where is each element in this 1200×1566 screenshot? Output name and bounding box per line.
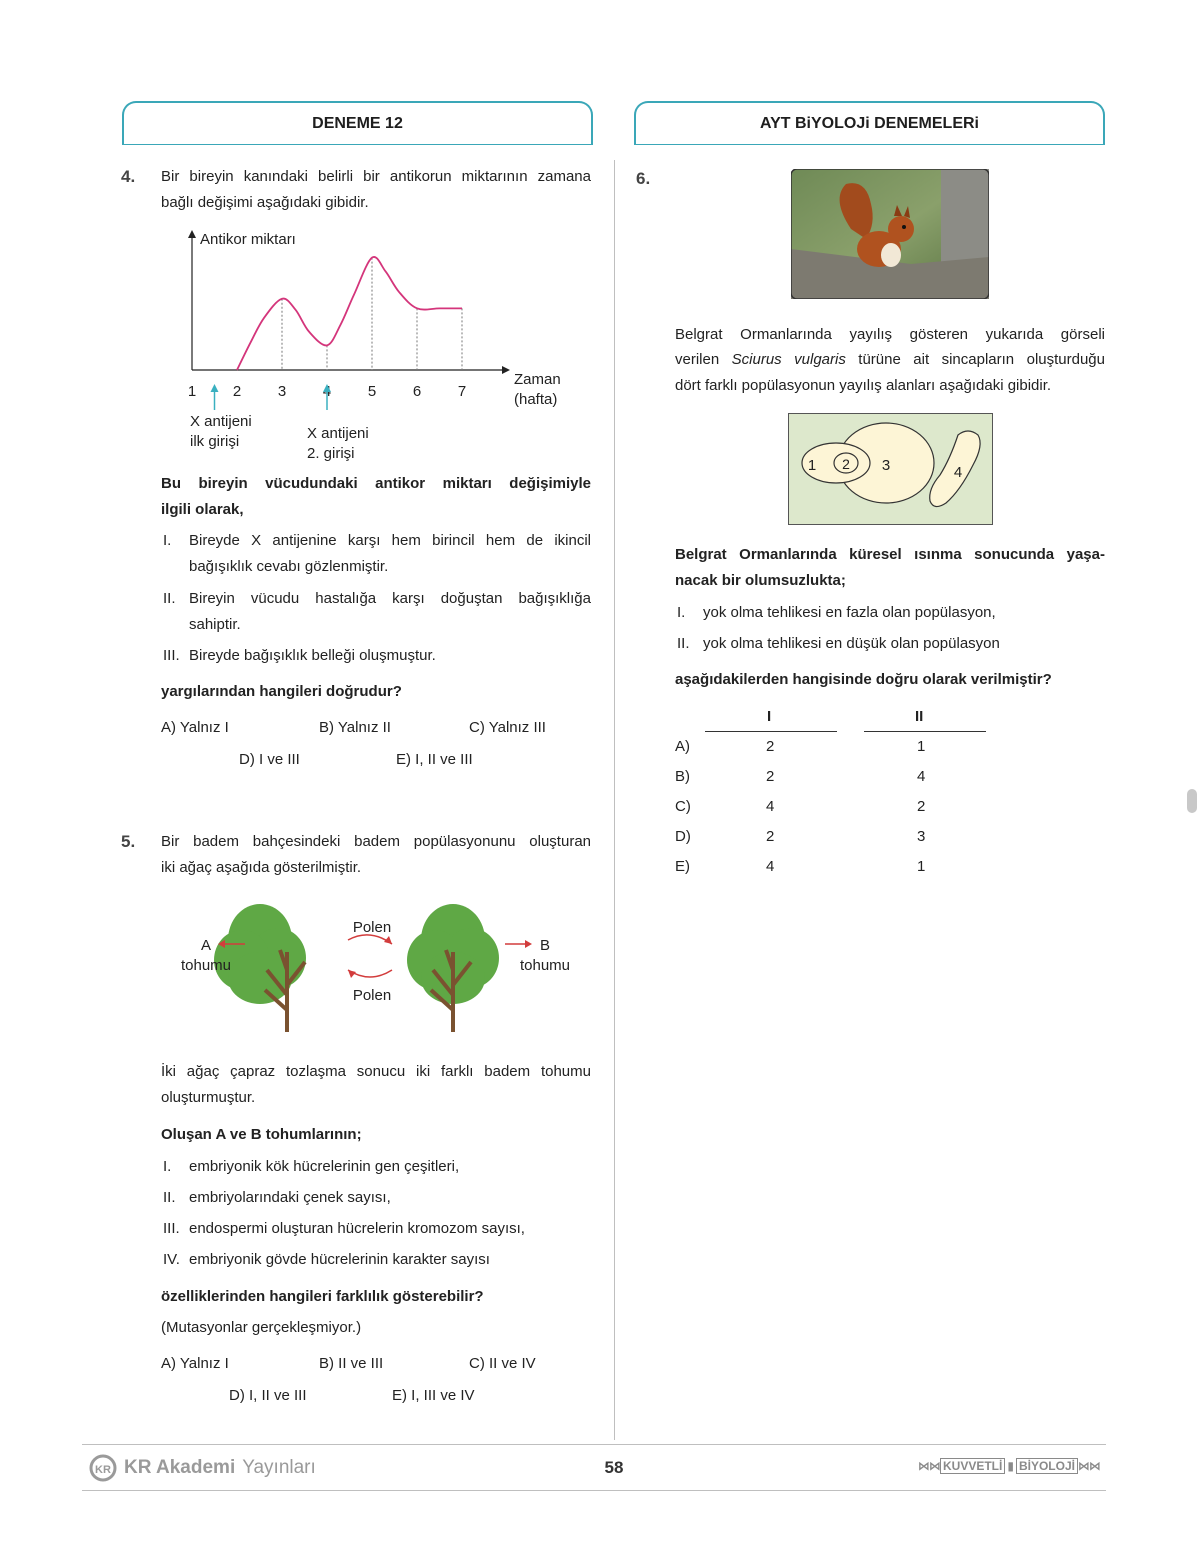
chart-antibody-line (237, 257, 462, 370)
dna-right-icon: ⋈⋈ (1077, 1459, 1100, 1473)
q6-lead-line2: nacak bir olumsuzlukta; (675, 572, 846, 589)
q6-para-line1: Belgrat Ormanlarında yayılış gösteren yukarıda görseli (675, 326, 1105, 343)
q4-item-3-roman: III. (163, 647, 180, 664)
chart-x-tick-2: 2 (232, 383, 242, 400)
q5-seed-a-label-line2: tohumu (180, 957, 232, 974)
q6-item-2-text: yok olma tehlikesi en düşük olan popülasyon (703, 635, 1000, 652)
q5-number: 5. (121, 832, 136, 851)
q4-item-2-roman: II. (163, 590, 176, 607)
q6-row-a-label[interactable]: A) (675, 738, 690, 755)
q6-row-a-ii: 1 (917, 738, 926, 755)
q6-table-header-i: I (767, 708, 772, 725)
header-right-title-box (634, 101, 1105, 145)
right-tree (407, 904, 499, 1032)
chart-annotation-1-line2: ilk girişi (190, 433, 240, 450)
chart-y-axis-arrow (188, 230, 196, 238)
publisher-name-bold: KR Akademi (124, 1457, 236, 1478)
q4-item-3-line1: Bireyde bağışıklık belleği oluşmuştur. (189, 647, 436, 664)
dna-left-icon: ⋈⋈ (918, 1459, 940, 1473)
q6-item-2-roman: II. (677, 635, 690, 652)
q5-lead: Oluşan A ve B tohumlarının; (161, 1126, 362, 1143)
q5-item-3-roman: III. (163, 1220, 180, 1237)
publisher-name-light: Yayınları (242, 1457, 316, 1478)
q6-row-c-i: 4 (766, 798, 775, 815)
header-left-title: DENEME 12 (312, 115, 403, 132)
chart-annotation-1-line1: X antijeni (190, 413, 252, 430)
q6-diagram-label-3: 3 (881, 457, 891, 474)
chart-annotation-2-line2: 2. girişi (307, 445, 355, 462)
svg-text:KR: KR (95, 1464, 111, 1476)
q5-option-b[interactable]: B) II ve III (319, 1355, 384, 1372)
q6-diagram-label-1: 1 (807, 457, 817, 474)
q5-para-line2: oluşturmuştur. (161, 1089, 256, 1106)
chart-annotation-arrowhead-1 (211, 384, 219, 392)
q6-para-line2 (675, 347, 1105, 373)
q6-item-1-text: yok olma tehlikesi en fazla olan popülasyon, (703, 604, 996, 621)
q6-table-rule-ii (864, 731, 986, 732)
q6-para-line2-pre: verilen (675, 351, 732, 368)
footer-top-rule (82, 1444, 1106, 1445)
q6-diagram-label-4: 4 (953, 464, 963, 481)
header-left-title-box (122, 101, 593, 145)
q6-lead-line1: Belgrat Ormanlarında küresel ısınma sonucunda yaşa- (675, 546, 1105, 563)
q5-item-1-text: embriyonik kök hücrelerinin gen çeşitleri, (189, 1158, 460, 1175)
q5-question: özelliklerinden hangileri farklılık gösterebilir? (161, 1288, 484, 1305)
series-right-text: BİYOLOJİ (1016, 1458, 1078, 1474)
q4-option-c[interactable]: C) Yalnız III (469, 719, 546, 736)
q4-item-2-line2: sahiptir. (189, 616, 241, 633)
q5-seed-a-label-line1: A (200, 937, 212, 954)
q6-row-e-i: 4 (766, 858, 775, 875)
scrollbar-thumb[interactable] (1187, 789, 1197, 813)
page-number: 58 (604, 1458, 624, 1477)
q5-option-c[interactable]: C) II ve IV (469, 1355, 536, 1372)
chart-y-label: Antikor miktarı (200, 231, 296, 248)
q5-item-2-roman: II. (163, 1189, 176, 1206)
chart-x-label-line1: Zaman (514, 371, 561, 388)
chart-x-tick-3: 3 (277, 383, 287, 400)
q4-stem-line1: Bir bireyin kanındaki belirli bir antikorun miktarının zamana (161, 168, 591, 185)
q5-pollen-top-label: Polen (352, 919, 392, 936)
q4-question: yargılarından hangileri doğrudur? (161, 683, 402, 700)
q5-item-1-roman: I. (163, 1158, 172, 1175)
q5-pollen-bottom-label: Polen (352, 987, 392, 1004)
column-divider (614, 160, 615, 1440)
chart-x-axis-arrow (502, 366, 510, 374)
q6-row-c-label[interactable]: C) (675, 798, 691, 815)
kr-logo-icon (88, 1453, 118, 1483)
q4-antibody-chart (160, 222, 600, 472)
q6-row-a-i: 2 (766, 738, 775, 755)
q6-para-line2-post: türüne ait sincapların oluşturduğu (845, 351, 1105, 368)
q6-row-d-i: 2 (766, 828, 775, 845)
q5-item-3-text: endospermi oluşturan hücrelerin kromozom sayısı, (189, 1220, 525, 1237)
q4-stem-line2: bağlı değişimi aşağıdaki gibidir. (161, 194, 369, 211)
q6-row-b-ii: 4 (917, 768, 926, 785)
q6-row-c-ii: 2 (917, 798, 926, 815)
q4-item-1-roman: I. (163, 532, 172, 549)
q6-table-rule-i (705, 731, 837, 732)
q6-question: aşağıdakilerden hangisinde doğru olarak verilmiştir? (675, 671, 1052, 688)
footer-bottom-rule (82, 1490, 1106, 1491)
q6-squirrel-photo (791, 169, 989, 299)
q5-item-4-text: embriyonik gövde hücrelerinin karakter sayısı (189, 1251, 490, 1268)
q4-item-2-line1: Bireyin vücudu hastalığa karşı doğuştan bağışıklığa (189, 590, 591, 607)
q6-table-header-ii: II (915, 708, 924, 725)
q5-seed-b-label-line1: B (539, 937, 551, 954)
trophy-icon: ▮ (1007, 1459, 1014, 1473)
q6-row-e-ii: 1 (917, 858, 926, 875)
chart-x-tick-6: 6 (412, 383, 422, 400)
q5-item-4-roman: IV. (163, 1251, 180, 1268)
q5-option-a[interactable]: A) Yalnız I (161, 1355, 229, 1372)
q6-number: 6. (636, 169, 651, 188)
q4-item-1-line1: Bireyde X antijenine karşı hem birincil hem de ikincil (189, 532, 591, 549)
chart-x-tick-5: 5 (367, 383, 377, 400)
q5-para-line1: İki ağaç çapraz tozlaşma sonucu iki farklı badem tohumu (161, 1063, 591, 1080)
q5-note: (Mutasyonlar gerçekleşmiyor.) (161, 1319, 362, 1336)
chart-x-tick-1: 1 (187, 383, 197, 400)
q6-species-name: Sciurus vulgaris (731, 351, 846, 368)
q5-stem-line1: Bir badem bahçesindeki badem popülasyonunu oluşturan (161, 833, 591, 850)
q5-item-2-text: embriyolarındaki çenek sayısı, (189, 1189, 391, 1206)
publisher-logo (88, 1453, 316, 1483)
q6-row-d-label[interactable]: D) (675, 828, 691, 845)
q6-row-e-label[interactable]: E) (675, 858, 690, 875)
q5-option-d[interactable]: D) I, II ve III (229, 1387, 307, 1404)
q6-row-b-label[interactable]: B) (675, 768, 690, 785)
q6-row-d-ii: 3 (917, 828, 926, 845)
series-logo (918, 1458, 1100, 1474)
q4-option-b[interactable]: B) Yalnız II (319, 719, 391, 736)
q4-option-d[interactable]: D) I ve III (239, 751, 300, 768)
q4-item-1-line2: bağışıklık cevabı gözlenmiştir. (189, 558, 389, 575)
q4-option-a[interactable]: A) Yalnız I (161, 719, 229, 736)
q5-seed-b-label-line2: tohumu (519, 957, 571, 974)
chart-x-label-line2: (hafta) (514, 391, 558, 408)
q6-population-diagram (788, 413, 993, 525)
q6-item-1-roman: I. (677, 604, 686, 621)
q4-number: 4. (121, 167, 136, 186)
chart-annotation-2-line1: X antijeni (307, 425, 369, 442)
q6-diagram-label-2: 2 (842, 456, 850, 472)
header-right-title: AYT BiYOLOJi DENEMELERi (760, 115, 979, 132)
q5-option-e[interactable]: E) I, III ve IV (392, 1387, 475, 1404)
q6-para-line3: dört farklı popülasyonun yayılış alanları aşağıdaki gibidir. (675, 377, 1052, 394)
q6-row-b-i: 2 (766, 768, 775, 785)
q4-option-e[interactable]: E) I, II ve III (396, 751, 473, 768)
q4-lead-line1: Bu bireyin vücudundaki antikor miktarı değişimiyle (161, 475, 591, 492)
q5-stem-line2: iki ağaç aşağıda gösterilmiştir. (161, 859, 362, 876)
q5-almond-trees-figure (170, 900, 590, 1040)
series-left-text: KUVVETLİ (940, 1458, 1005, 1474)
q4-lead-line2: ilgili olarak, (161, 501, 244, 518)
chart-x-tick-7: 7 (457, 383, 467, 400)
